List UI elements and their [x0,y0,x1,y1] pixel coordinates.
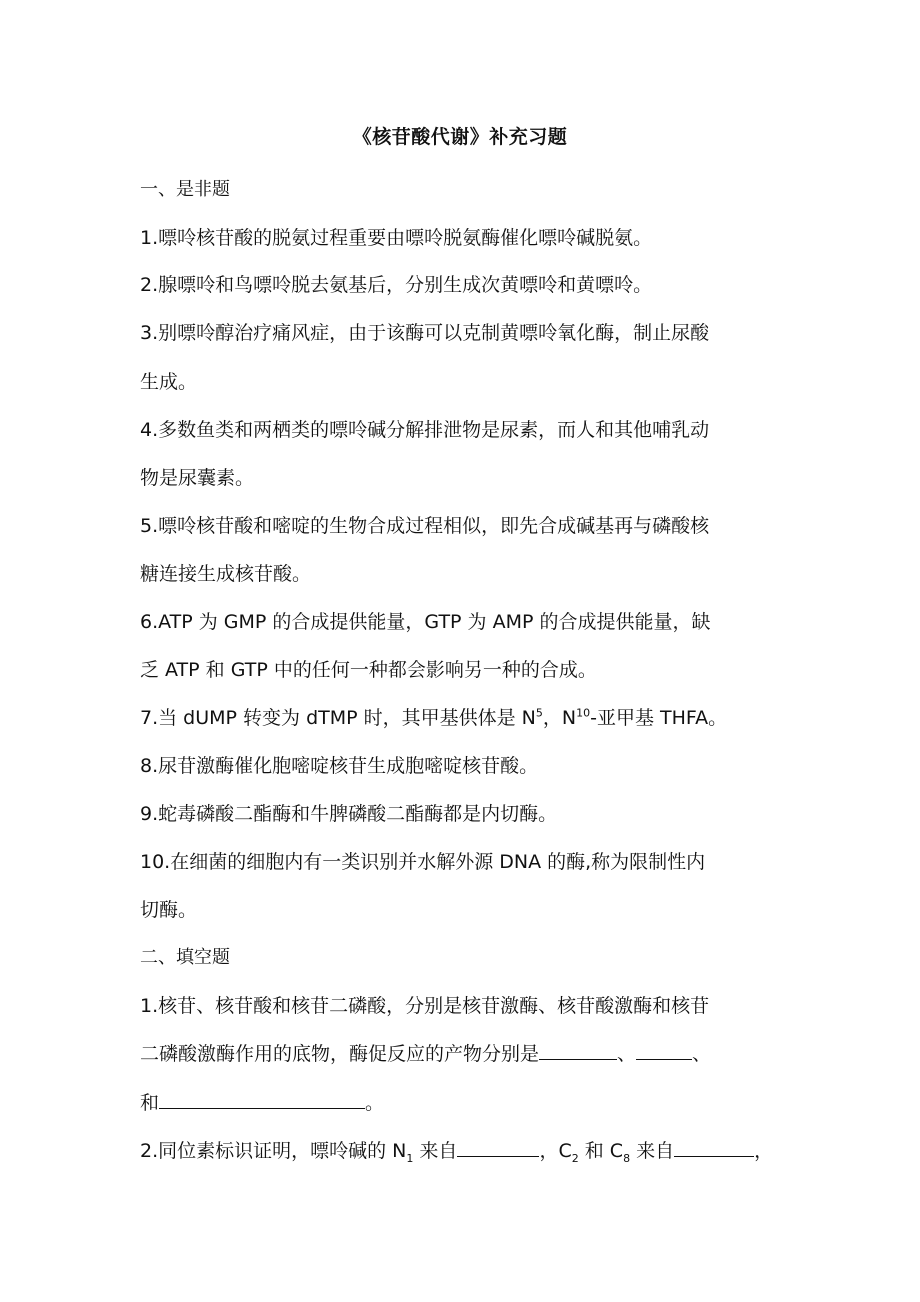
document-title: 《核苷酸代谢》补充习题 [352,126,568,148]
fill-text: 和 C [578,1140,624,1162]
question-line: 9.蛇毒磷酸二酯酶和牛脾磷酸二酯酶都是内切酶。 [140,803,558,825]
subscript: 1 [406,1151,414,1165]
q7-text-post: -亚甲基 THFA。 [590,707,728,729]
question-line: 切酶。 [140,899,198,921]
fill-text: 。 [365,1092,385,1114]
fill-text: 2.同位素标识证明，嘌呤碱的 N [140,1140,407,1162]
fill-text: 二磷酸激酶作用的底物，酶促反应的产物分别是 [140,1043,540,1065]
answer-blank[interactable] [159,1090,365,1109]
q7-sup-10: 10 [576,706,591,720]
answer-blank[interactable] [636,1041,692,1060]
question-line: 6.ATP 为 GMP 的合成提供能量，GTP 为 AMP 的合成提供能量，缺 [140,611,711,633]
fill-text: ， [754,1140,774,1162]
question-line: 物是尿囊素。 [140,467,255,489]
q7-text-pre: 7.当 dUMP 转变为 dTMP 时，其甲基供体是 N [140,707,536,729]
fill-text: 来自 [630,1140,675,1162]
fill-question-line [140,1041,711,1067]
subscript: 8 [623,1151,631,1165]
question-line: 4.多数鱼类和两栖类的嘌呤碱分解排泄物是尿素，而人和其他哺乳动 [140,419,710,441]
question-line: 1.嘌呤核苷酸的脱氨过程重要由嘌呤脱氨酶催化嘌呤碱脱氨。 [140,227,653,249]
question-line: 10.在细菌的细胞内有一类识别并水解外源 DNA 的酶,称为限制性内 [140,851,706,873]
answer-blank[interactable] [457,1138,539,1157]
q7-sup-5: 5 [535,706,543,720]
answer-blank[interactable] [539,1041,617,1060]
section-heading-fill-blank: 二、填空题 [140,947,230,968]
q7-text-mid: ，N [542,707,577,729]
question-line: 生成。 [140,371,198,393]
fill-question-line [140,1090,384,1116]
fill-question-line-2 [140,1138,773,1164]
answer-blank[interactable] [674,1138,754,1157]
section-heading-true-false: 一、是非题 [140,179,230,200]
fill-text: 和 [140,1092,160,1114]
fill-question-line: 1.核苷、核苷酸和核苷二磷酸，分别是核苷激酶、核苷酸激酶和核苷 [140,995,710,1017]
fill-text: 来自 [413,1140,458,1162]
question-line: 糖连接生成核苷酸。 [140,563,312,585]
question-line: 乏 ATP 和 GTP 中的任何一种都会影响另一种的合成。 [140,659,597,681]
fill-text: ，C [539,1140,572,1162]
question-line: 5.嘌呤核苷酸和嘧啶的生物合成过程相似，即先合成碱基再与磷酸核 [140,515,710,537]
question-line: 8.尿苷激酶催化胞嘧啶核苷生成胞嘧啶核苷酸。 [140,755,539,777]
subscript: 2 [571,1151,579,1165]
question-line: 2.腺嘌呤和鸟嘌呤脱去氨基后，分别生成次黄嘌呤和黄嘌呤。 [140,274,653,296]
question-line: 3.别嘌呤醇治疗痛风症，由于该酶可以克制黄嘌呤氧化酶，制止尿酸 [140,322,710,344]
fill-separator: 、 [617,1043,637,1065]
fill-separator: 、 [692,1043,712,1065]
question-line-7 [140,705,727,731]
